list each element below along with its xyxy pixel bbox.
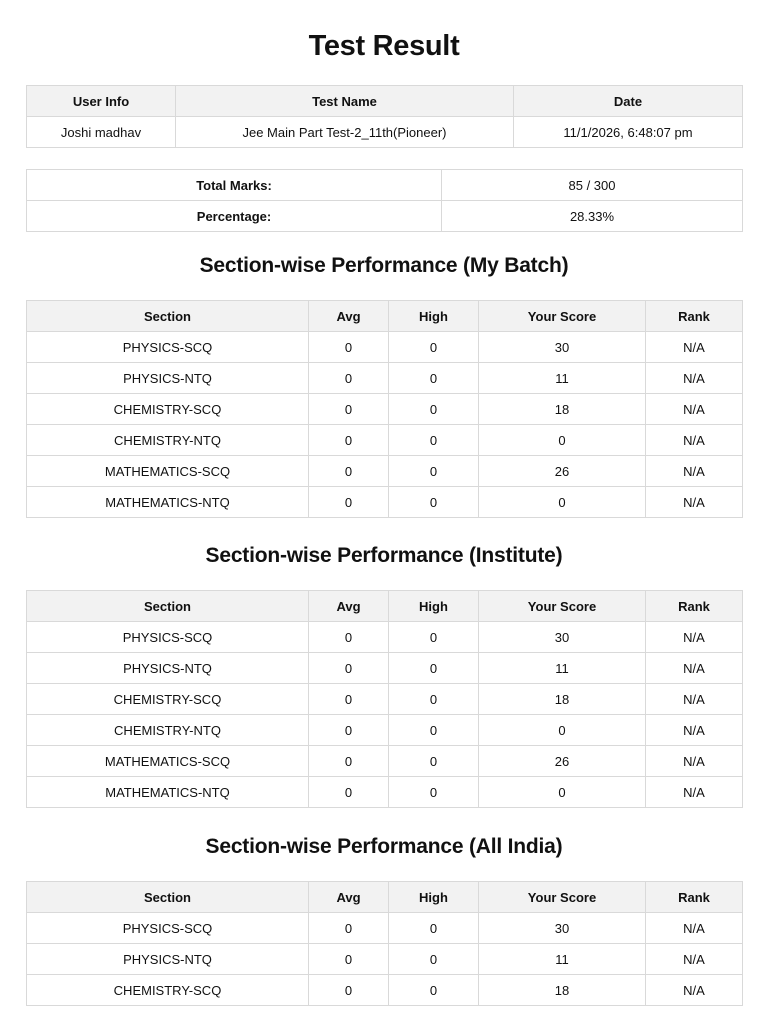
user-name: Joshi madhav bbox=[27, 117, 176, 148]
rank-header: Rank bbox=[646, 591, 743, 622]
high-score: 0 bbox=[389, 425, 479, 456]
table-row bbox=[27, 913, 743, 944]
test-date: 11/1/2026, 6:48:07 pm bbox=[514, 117, 743, 148]
high-score: 0 bbox=[389, 684, 479, 715]
percentage-label: Percentage: bbox=[27, 201, 442, 232]
all-india-performance-heading: Section-wise Performance (All India) bbox=[205, 835, 563, 858]
your-score: 30 bbox=[479, 332, 646, 363]
marks-summary-table bbox=[26, 169, 743, 232]
section-name: PHYSICS-SCQ bbox=[27, 913, 309, 944]
your-score-header: Your Score bbox=[479, 591, 646, 622]
section-name: PHYSICS-NTQ bbox=[27, 653, 309, 684]
section-name: CHEMISTRY-SCQ bbox=[27, 684, 309, 715]
section-header-row bbox=[27, 301, 743, 332]
test-name-header: Test Name bbox=[176, 86, 514, 117]
avg-score: 0 bbox=[309, 684, 389, 715]
table-row bbox=[27, 394, 743, 425]
avg-score: 0 bbox=[309, 425, 389, 456]
section-name: PHYSICS-SCQ bbox=[27, 622, 309, 653]
high-score-header: High bbox=[389, 301, 479, 332]
test-name: Jee Main Part Test-2_11th(Pioneer) bbox=[176, 117, 514, 148]
section-header-row bbox=[27, 591, 743, 622]
high-score-header: High bbox=[389, 882, 479, 913]
section-name-header: Section bbox=[27, 882, 309, 913]
table-row bbox=[27, 653, 743, 684]
total-marks-value: 85 / 300 bbox=[442, 170, 743, 201]
institute-performance-table bbox=[26, 590, 743, 808]
section-name: PHYSICS-NTQ bbox=[27, 363, 309, 394]
high-score: 0 bbox=[389, 913, 479, 944]
user-info-table bbox=[26, 85, 743, 148]
avg-score: 0 bbox=[309, 715, 389, 746]
rank: N/A bbox=[646, 944, 743, 975]
your-score: 11 bbox=[479, 653, 646, 684]
avg-score-header: Avg bbox=[309, 591, 389, 622]
high-score: 0 bbox=[389, 975, 479, 1006]
high-score: 0 bbox=[389, 394, 479, 425]
date-header: Date bbox=[514, 86, 743, 117]
your-score: 0 bbox=[479, 715, 646, 746]
batch-performance-heading: Section-wise Performance (My Batch) bbox=[199, 254, 569, 277]
avg-score: 0 bbox=[309, 746, 389, 777]
rank: N/A bbox=[646, 975, 743, 1006]
your-score: 11 bbox=[479, 944, 646, 975]
high-score: 0 bbox=[389, 456, 479, 487]
section-name: PHYSICS-SCQ bbox=[27, 332, 309, 363]
table-row bbox=[27, 746, 743, 777]
section-name: CHEMISTRY-NTQ bbox=[27, 425, 309, 456]
table-row bbox=[27, 684, 743, 715]
high-score: 0 bbox=[389, 746, 479, 777]
table-row bbox=[27, 622, 743, 653]
avg-score: 0 bbox=[309, 944, 389, 975]
section-name: MATHEMATICS-NTQ bbox=[27, 487, 309, 518]
high-score-header: High bbox=[389, 591, 479, 622]
total-marks-row bbox=[27, 170, 743, 201]
rank: N/A bbox=[646, 715, 743, 746]
section-header-row bbox=[27, 882, 743, 913]
high-score: 0 bbox=[389, 487, 479, 518]
rank: N/A bbox=[646, 746, 743, 777]
your-score: 11 bbox=[479, 363, 646, 394]
page-title: Test Result bbox=[308, 30, 460, 62]
your-score-header: Your Score bbox=[479, 882, 646, 913]
avg-score: 0 bbox=[309, 653, 389, 684]
rank: N/A bbox=[646, 777, 743, 808]
your-score: 30 bbox=[479, 622, 646, 653]
section-name-header: Section bbox=[27, 301, 309, 332]
section-name: PHYSICS-NTQ bbox=[27, 944, 309, 975]
rank: N/A bbox=[646, 456, 743, 487]
avg-score: 0 bbox=[309, 363, 389, 394]
institute-performance-heading: Section-wise Performance (Institute) bbox=[205, 544, 563, 567]
table-row bbox=[27, 777, 743, 808]
total-marks-label: Total Marks: bbox=[27, 170, 442, 201]
table-row bbox=[27, 425, 743, 456]
section-name: MATHEMATICS-SCQ bbox=[27, 456, 309, 487]
your-score-header: Your Score bbox=[479, 301, 646, 332]
batch-performance-table bbox=[26, 300, 743, 518]
avg-score: 0 bbox=[309, 394, 389, 425]
your-score: 0 bbox=[479, 777, 646, 808]
your-score: 26 bbox=[479, 456, 646, 487]
avg-score-header: Avg bbox=[309, 882, 389, 913]
user-info-header: User Info bbox=[27, 86, 176, 117]
avg-score: 0 bbox=[309, 456, 389, 487]
table-row bbox=[27, 332, 743, 363]
your-score: 0 bbox=[479, 425, 646, 456]
avg-score: 0 bbox=[309, 487, 389, 518]
your-score: 26 bbox=[479, 746, 646, 777]
high-score: 0 bbox=[389, 777, 479, 808]
avg-score: 0 bbox=[309, 975, 389, 1006]
table-row bbox=[27, 715, 743, 746]
table-row bbox=[27, 944, 743, 975]
section-name: MATHEMATICS-NTQ bbox=[27, 777, 309, 808]
avg-score: 0 bbox=[309, 777, 389, 808]
avg-score: 0 bbox=[309, 332, 389, 363]
avg-score: 0 bbox=[309, 913, 389, 944]
rank: N/A bbox=[646, 394, 743, 425]
section-name-header: Section bbox=[27, 591, 309, 622]
rank-header: Rank bbox=[646, 301, 743, 332]
rank: N/A bbox=[646, 622, 743, 653]
your-score: 18 bbox=[479, 394, 646, 425]
rank-header: Rank bbox=[646, 882, 743, 913]
table-row bbox=[27, 363, 743, 394]
rank: N/A bbox=[646, 332, 743, 363]
rank: N/A bbox=[646, 363, 743, 394]
high-score: 0 bbox=[389, 363, 479, 394]
avg-score-header: Avg bbox=[309, 301, 389, 332]
section-name: CHEMISTRY-NTQ bbox=[27, 715, 309, 746]
percentage-value: 28.33% bbox=[442, 201, 743, 232]
your-score: 0 bbox=[479, 487, 646, 518]
avg-score: 0 bbox=[309, 622, 389, 653]
high-score: 0 bbox=[389, 653, 479, 684]
rank: N/A bbox=[646, 487, 743, 518]
your-score: 18 bbox=[479, 975, 646, 1006]
high-score: 0 bbox=[389, 332, 479, 363]
high-score: 0 bbox=[389, 622, 479, 653]
section-name: CHEMISTRY-SCQ bbox=[27, 394, 309, 425]
percentage-row bbox=[27, 201, 743, 232]
high-score: 0 bbox=[389, 944, 479, 975]
your-score: 18 bbox=[479, 684, 646, 715]
rank: N/A bbox=[646, 425, 743, 456]
table-row bbox=[27, 487, 743, 518]
section-name: MATHEMATICS-SCQ bbox=[27, 746, 309, 777]
high-score: 0 bbox=[389, 715, 479, 746]
your-score: 30 bbox=[479, 913, 646, 944]
table-row bbox=[27, 456, 743, 487]
rank: N/A bbox=[646, 913, 743, 944]
table-row bbox=[27, 975, 743, 1006]
all-india-performance-table bbox=[26, 881, 743, 1006]
rank: N/A bbox=[646, 684, 743, 715]
user-info-header-row bbox=[27, 86, 743, 117]
user-info-value-row bbox=[27, 117, 743, 148]
section-name: CHEMISTRY-SCQ bbox=[27, 975, 309, 1006]
rank: N/A bbox=[646, 653, 743, 684]
